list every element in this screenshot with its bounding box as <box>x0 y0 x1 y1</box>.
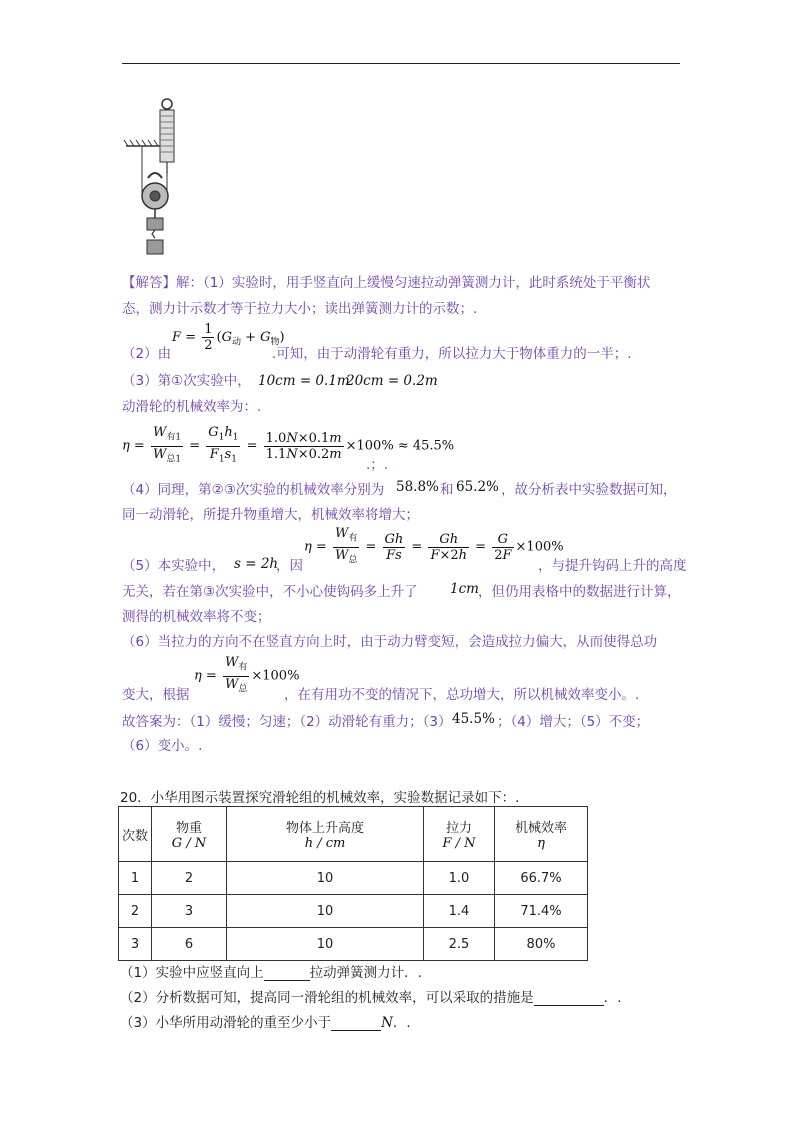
answer-line-14-post: ；（4）增大；（5）不变； <box>497 714 650 730</box>
data-table <box>118 806 588 961</box>
table-cell: 2.5 <box>424 928 495 961</box>
answer-line-14-pre: 故答案为：（1）缓慢；匀速；（2）动滑轮有重力；（3） <box>122 714 452 730</box>
answer-blank-1[interactable] <box>264 966 310 981</box>
answer-line-10-math: 1cm <box>450 581 479 597</box>
answer-line-11: 测得的机械效率将不变； <box>122 609 271 625</box>
answer-line-12: （6）当拉力的方向不在竖直方向上时，由于动力臂变短，会造成拉力偏大，从而使得总功 <box>122 634 658 650</box>
table-row <box>119 928 588 961</box>
table-cell: 10 <box>227 928 424 961</box>
formula-efficiency-trial-1: η = $\frac{W_{有1}}{W_{总1}}$ = $\frac{G_1h_1}{F_1s_1}$ = $\frac{1.0N\times 0.1m}{1.1N\times 0.2m}$ ×100% ≈ 45.5% <box>122 425 455 465</box>
header-cell: 拉力 F / N <box>424 807 495 862</box>
header-cell: 次数 <box>119 807 152 862</box>
answer-line-10-post: ，但仍用表格中的数据进行计算， <box>478 584 681 600</box>
answer-line-7-value-1: 58.8% <box>396 479 439 495</box>
answer-blank-2[interactable] <box>534 991 604 1006</box>
answer-line-4-math-1: 10cm = 0.1m <box>258 373 350 389</box>
answer-line-7-mid: 和 <box>440 482 454 498</box>
answer-line-10-pre: 无关，若在第③次实验中，不小心使钩码多上升了 <box>122 584 418 600</box>
formula-force-half: F = $\frac{1}{2}$ $(G_动 + G_物)$ <box>172 322 285 353</box>
answer-blank-3[interactable] <box>331 1016 381 1031</box>
answer-line-14-value: 45.5% <box>452 711 495 727</box>
answer-line-7-pre: （4）同理，第②③次实验的机械效率分别为 <box>122 482 385 498</box>
answer-line-15: （6）变小。. <box>122 738 203 754</box>
answer-line-9-mid: ，因 <box>276 558 303 574</box>
answer-line-7-value-2: 65.2% <box>456 479 499 495</box>
table-cell: 3 <box>119 928 152 961</box>
table-cell: 10 <box>227 862 424 895</box>
table-header-row <box>119 807 588 862</box>
table-cell: 71.4% <box>495 895 588 928</box>
question-title: 20．小华用图示装置探究滑轮组的机械效率，实验数据记录如下：. <box>120 790 520 806</box>
header-rule <box>122 63 680 64</box>
answer-line-4-pre: （3）第①次实验中， <box>122 373 251 389</box>
answer-line-7-post: ，故分析表中实验数据可知， <box>501 482 677 498</box>
table-cell: 6 <box>152 928 227 961</box>
answer-line-3-pre: （2）由 <box>122 346 172 362</box>
question-2: （2）分析数据可知，提高同一滑轮组的机械效率，可以采取的措施是 ．. <box>120 990 622 1006</box>
table-cell: 10 <box>227 895 424 928</box>
table-cell: 66.7% <box>495 862 588 895</box>
formula-efficiency-general: η = $\frac{W_有}{W_总}$ = $\frac{Gh}{Fs}$ = $\frac{Gh}{F\times 2h}$ = $\frac{G}{2F}$ ×100% <box>304 526 564 566</box>
answer-line-9-post: ，与提升钩码上升的高度 <box>538 558 687 574</box>
answer-line-13-post: ，在有用功不变的情况下，总功增大，所以机械效率变小。. <box>284 687 640 703</box>
answer-line-8: 同一动滑轮，所提升物重增大，机械效率将增大； <box>122 507 419 523</box>
table-row <box>119 862 588 895</box>
header-cell: 物体上升高度 h / cm <box>227 807 424 862</box>
answer-line-1: 【解答】解：（1）实验时，用手竖直向上缓慢匀速拉动弹簧测力计，此时系统处于平衡状 <box>122 275 651 291</box>
table-cell: 1 <box>119 862 152 895</box>
answer-line-6-post: .；. <box>366 457 389 473</box>
table-cell: 2 <box>119 895 152 928</box>
header-cell: 物重 G / N <box>152 807 227 862</box>
answer-line-4-math-2: 20cm = 0.2m <box>346 373 438 389</box>
table-cell: 1.4 <box>424 895 495 928</box>
formula-efficiency-ratio: η = $\frac{W_有}{W_总}$ ×100% <box>194 655 300 695</box>
answer-line-9-pre: （5）本实验中， <box>122 558 226 574</box>
answer-line-3-post: .可知，由于动滑轮有重力，所以拉力大于物体重力的一半；. <box>272 346 632 362</box>
answer-line-9-math: s = 2h <box>234 556 279 572</box>
answer-line-2: 态，测力计示数才等于拉力大小；读出弹簧测力计的示数；. <box>122 301 478 317</box>
table-cell: 3 <box>152 895 227 928</box>
table-cell: 1.0 <box>424 862 495 895</box>
answer-line-5: 动滑轮的机械效率为：. <box>122 399 262 415</box>
question-1: （1）实验中应竖直向上 拉动弹簧测力计．. <box>120 965 422 981</box>
table-row <box>119 895 588 928</box>
pulley-apparatus-figure <box>122 96 202 266</box>
header-cell: 机械效率 η <box>495 807 588 862</box>
table-cell: 80% <box>495 928 588 961</box>
question-3: （3）小华所用动滑轮的重至少小于 N．. <box>120 1015 411 1031</box>
answer-line-13-pre: 变大，根据 <box>122 687 190 703</box>
table-cell: 2 <box>152 862 227 895</box>
